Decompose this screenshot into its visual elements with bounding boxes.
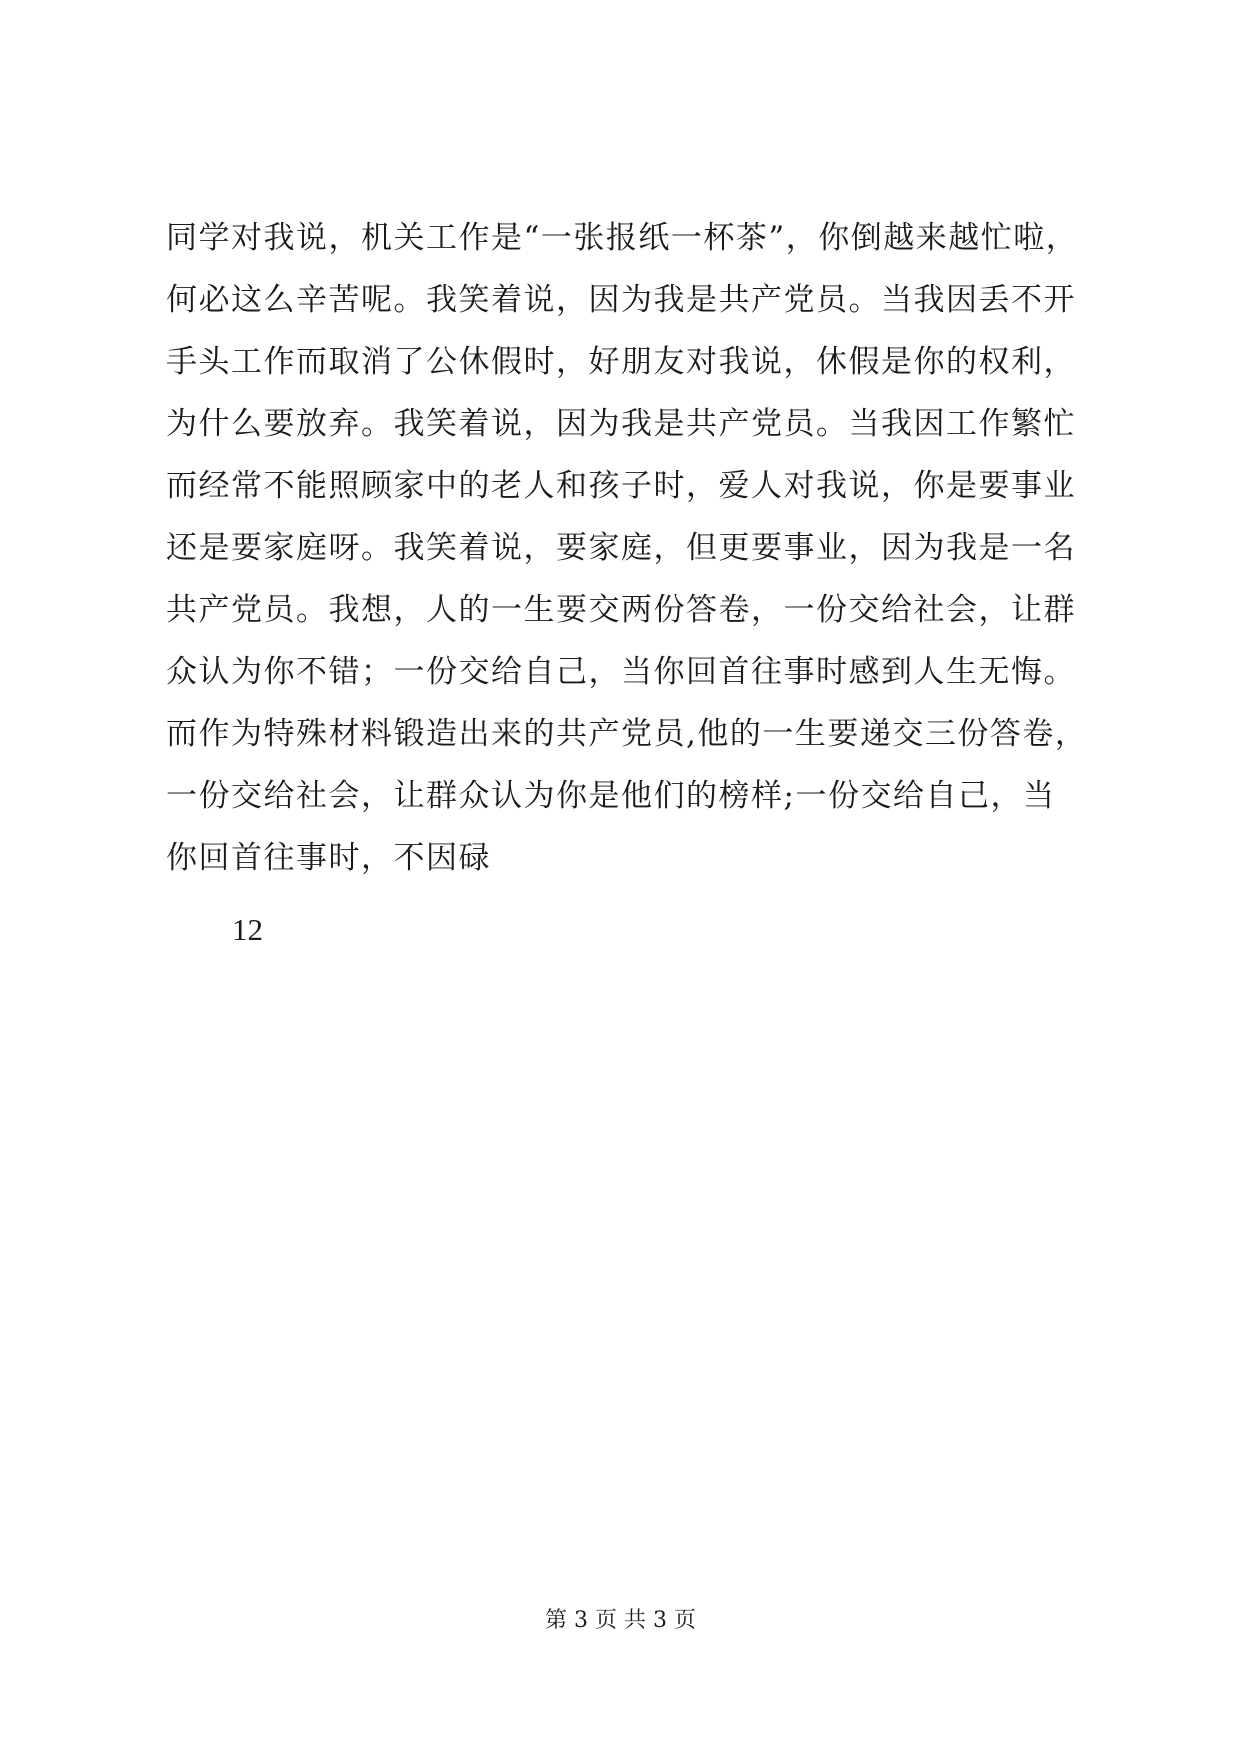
text-line: 共产党员。我想，人的一生要交两份答卷，一份交给社会，让群 [166, 592, 1076, 628]
text-line: 为什么要放弃。我笑着说，因为我是共产党员。当我因工作繁忙 [166, 406, 1076, 442]
text-line: 同学对我说，机关工作是“一张报纸一杯茶”，你倒越来越忙啦， [166, 220, 1079, 256]
body-text [166, 207, 1096, 889]
text-line: 众认为你不错；一份交给自己，当你回首往事时感到人生无悔。 [166, 654, 1076, 690]
text-line: 何必这么辛苦呢。我笑着说，因为我是共产党员。当我因丢不开 [166, 282, 1076, 318]
page-footer: 第 3 页 共 3 页 [545, 1608, 696, 1633]
text-line: 而作为特殊材料锻造出来的共产党员,他的一生要递交三份答卷， [166, 716, 1088, 752]
text-line: 你回首往事时，不因碌 [166, 840, 491, 876]
text-line: 一份交给社会，让群众认为你是他们的榜样;一份交给自己，当 [166, 778, 1056, 814]
text-line: 手头工作而取消了公休假时，好朋友对我说，休假是你的权利， [166, 344, 1076, 380]
inline-number: 12 [232, 912, 263, 947]
text-line: 还是要家庭呀。我笑着说，要家庭，但更要事业，因为我是一名 [166, 530, 1076, 566]
text-line: 而经常不能照顾家中的老人和孩子时，爱人对我说，你是要事业 [166, 468, 1076, 504]
